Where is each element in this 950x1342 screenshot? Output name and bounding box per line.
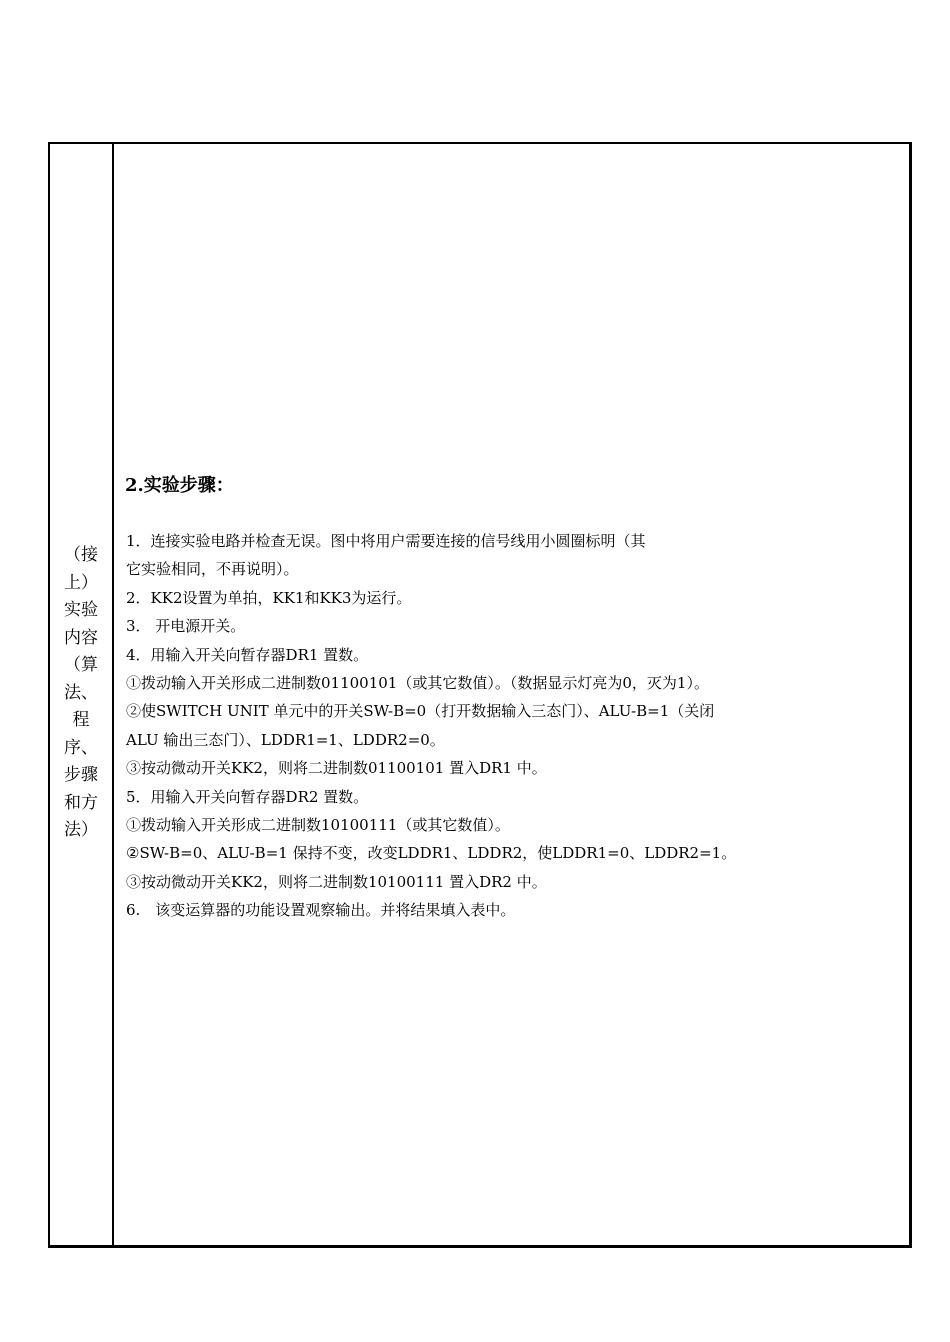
step-line: 6. 该变运算器的功能设置观察输出。并将结果填入表中。 [126, 901, 516, 920]
side-label-line: （算 [64, 655, 98, 675]
step-line: 2．KK2设置为单拍，KK1和KK3为运行。 [126, 588, 412, 607]
content-cell [114, 144, 909, 1245]
section-title: 2.实验步骤： [125, 475, 234, 496]
side-label-line: 上） [64, 572, 98, 593]
step-line: ②使SWITCH UNIT 单元中的开关SW-B=0（打开数据输入三态门）、ALU-B=1（关闭 [126, 702, 715, 721]
side-label-line: 法） [64, 820, 98, 840]
side-label-line: 序、 [64, 737, 98, 758]
step-line: 5．用输入开关向暂存器DR2 置数。 [126, 787, 369, 806]
step-line: 4．用输入开关向暂存器DR1 置数。 [126, 645, 369, 664]
content-table [48, 142, 912, 1248]
side-label-line: 法、 [64, 682, 98, 703]
side-label-line: （接 [64, 545, 98, 565]
label-cell [50, 144, 114, 1245]
step-line: ③按动微动开关KK2，则将二进制数10100111 置入DR2 中。 [126, 872, 547, 891]
side-label-line: 实验 [64, 600, 98, 620]
step-line: ①拨动输入开关形成二进制数01100101（或其它数值）。（数据显示灯亮为0，灭为1）。 [126, 674, 709, 693]
side-label-line: 内容 [64, 627, 98, 648]
side-label-line: 和方 [64, 792, 98, 813]
step-line: ①拨动输入开关形成二进制数10100111（或其它数值）。 [126, 816, 510, 835]
side-label-line: 步骤 [64, 765, 98, 785]
step-line: 它实验相同，不再说明）。 [126, 560, 299, 579]
side-label-line: 程 [72, 710, 90, 730]
step-line: ②SW-B=0、ALU-B=1 保持不变，改变LDDR1、LDDR2，使LDDR1=0、LDDR2=1。 [126, 844, 737, 863]
step-line: 3． 开电源开关。 [126, 617, 246, 636]
step-line: ③按动微动开关KK2，则将二进制数01100101 置入DR1 中。 [126, 759, 547, 778]
step-line: ALU 输出三态门）、LDDR1=1、LDDR2=0。 [126, 730, 445, 749]
side-label [50, 542, 112, 845]
steps-list [126, 527, 906, 925]
step-line: 1．连接实验电路并检查无误。图中将用户需要连接的信号线用小圆圈标明（其 [126, 532, 646, 550]
